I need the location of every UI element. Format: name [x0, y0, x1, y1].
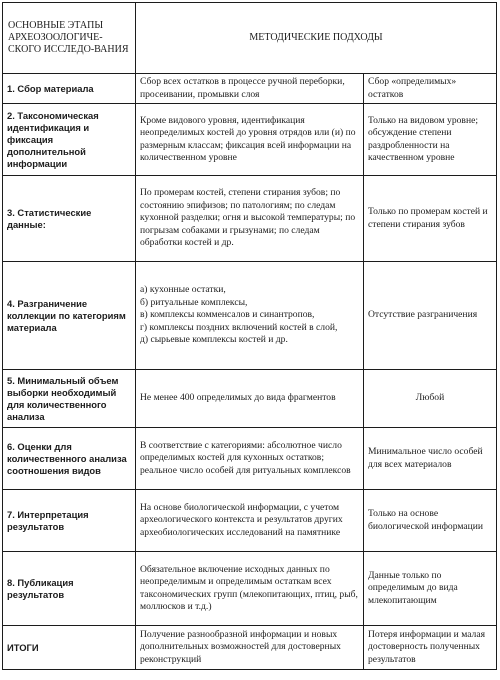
stage-cell: 8. Публикация результатов [3, 552, 136, 626]
table-row [3, 626, 497, 670]
stage-cell: 7. Интерпретация результатов [3, 490, 136, 552]
table-row [3, 370, 497, 428]
stage-cell: 4. Разграничение коллекции по категориям материала [3, 262, 136, 370]
table-row [3, 552, 497, 626]
approach-new-cell: По промерам костей, степени стирания зубов; по состоянию эпифизов; по патологиям; по следам кухонной разделки; огня и высокой температуры; по погрызам собаками и грызунами; по следам обработки костей и др. [136, 176, 364, 262]
approach-new-cell: Получение разнообразной информации и новых дополнительных возможностей для достоверных реконструкций [136, 626, 364, 670]
list-item: б) ритуальные комплексы, [140, 296, 248, 308]
stage-cell: ИТОГИ [3, 626, 136, 670]
table-row [3, 490, 497, 552]
approach-old-cell: Сбор «определимых» остатков [364, 74, 497, 104]
header-approaches: МЕТОДИЧЕСКИЕ ПОДХОДЫ [136, 3, 497, 74]
stage-cell: 3. Статистические данные: [3, 176, 136, 262]
list-item: д) сырьевые комплексы костей и др. [140, 334, 288, 346]
approach-old-cell: Только по промерам костей и степени стирания зубов [364, 176, 497, 262]
approach-new-cell: Обязательное включение исходных данных по неопределимым и определимым остаткам всех таксономических групп (млекопитающих, птиц, рыб, моллюсков и т.д.) [136, 552, 364, 626]
approach-new-list-cell [136, 262, 364, 370]
approach-new-cell: На основе биологической информации, с учетом археологического контекста и результатов других археобиологических исследований на памятнике [136, 490, 364, 552]
table-row [3, 262, 497, 370]
document-page [2, 2, 496, 676]
header-stages: ОСНОВНЫЕ ЭТАПЫ АРХЕОЗООЛОГИЧЕ-СКОГО ИССЛЕДО-ВАНИЯ [3, 3, 136, 74]
header-row [3, 3, 497, 74]
methods-table [2, 2, 497, 670]
stage-cell: 5. Минимальный объем выборки необходимый для количественного анализа [3, 370, 136, 428]
approach-new-cell: Не менее 400 определимых до вида фрагментов [136, 370, 364, 428]
table-row [3, 104, 497, 176]
table-row [3, 176, 497, 262]
stage-cell: 2. Таксономическая идентификация и фиксация дополнительной информации [3, 104, 136, 176]
approach-old-cell: Минимальное число особей для всех материалов [364, 428, 497, 490]
approach-old-cell: Потеря информации и малая достоверность полученных результатов [364, 626, 497, 670]
stage-cell: 1. Сбор материала [3, 74, 136, 104]
list-item: а) кухонные остатки, [140, 284, 226, 296]
stage-cell: 6. Оценки для количественного анализа соотношения видов [3, 428, 136, 490]
table-row [3, 74, 497, 104]
approach-new-cell: В соответствие с категориями: абсолютное число определимых костей для кухонных остатков; реальное число особей для ритуальных комплексов [136, 428, 364, 490]
approach-old-cell: Только на видовом уровне; обсуждение степени раздробленности на качественном уровне [364, 104, 497, 176]
approach-old-cell: Данные только по определимым до вида млекопитающим [364, 552, 497, 626]
table-row [3, 428, 497, 490]
approach-old-cell: Любой [364, 370, 497, 428]
list-item: г) комплексы поздних включений костей в слой, [140, 321, 338, 333]
approach-old-cell: Отсутствие разграничения [364, 262, 497, 370]
approach-old-cell: Только на основе биологической информации [364, 490, 497, 552]
approach-new-cell: Кроме видового уровня, идентификация неопределимых костей до уровня отрядов или (и) по размерным классам; фиксация всей информации на количественном уровне [136, 104, 364, 176]
approach-new-cell: Сбор всех остатков в процессе ручной переборки, просеивании, промывки слоя [136, 74, 364, 104]
list-item: в) комплексы комменсалов и синантропов, [140, 309, 315, 321]
